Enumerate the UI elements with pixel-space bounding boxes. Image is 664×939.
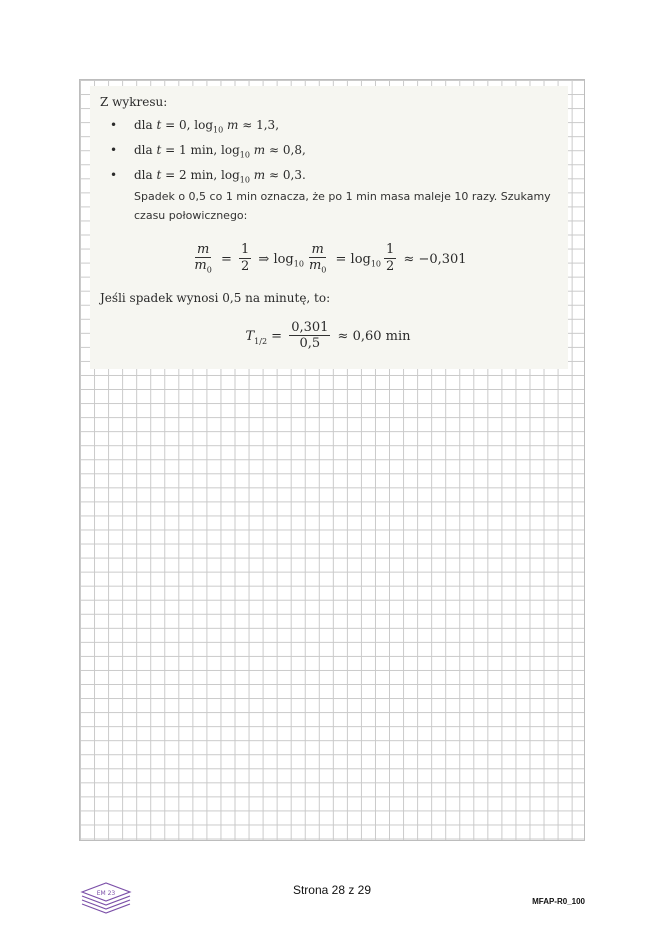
fraction-half-life: $\frac{0,301}{0,5}$ [291, 319, 329, 352]
fraction-m-over-m0: $\frac{m}{m_0}$ [308, 241, 327, 275]
half-life-equation: $T_{1/2}$ = $\frac{0,301}{0,5}$ ≈ 0,60 min [245, 319, 411, 352]
continuation-text: Spadek o 0,5 co 1 min oznacza, że po 1 min masa maleje 10 razy. Szukamy czasu połowicznego: [134, 190, 551, 223]
list-item: • dla t = 0, $\log_{10} m \approx 1,3$, [110, 118, 280, 135]
rate-text: Jeśli spadek wynosi 0,5 na minutę, to: [100, 291, 331, 306]
bullet-icon: • [110, 143, 118, 158]
half-ratio-equation: $\frac{m}{m_0}$ = $\frac{1}{2}$ ⇒ $\log_{10}$ $\frac{m}{m_0}$ = $\log_{10}$ $\frac{1}{2}$ ≈ −0,301 [194, 241, 467, 275]
list-item: • dla t = 2 min, $\log_{10} m \approx 0,3$. [110, 168, 306, 185]
fraction-one-half: $\frac{1}{2}$ [386, 242, 395, 274]
list-item: • dla t = 1 min, $\log_{10} m \approx 0,8$, [110, 143, 306, 160]
svg-text:EM 23: EM 23 [96, 890, 116, 897]
page-number: Strona 28 z 29 [292, 883, 372, 897]
fraction-m-over-m0: $\frac{m}{m_0}$ [194, 241, 212, 275]
intro-text: Z wykresu: [100, 95, 168, 109]
exam-code: MFAP-R0_100 [532, 897, 585, 906]
bullet-icon: • [110, 118, 118, 133]
fraction-one-half: $\frac{1}{2}$ [240, 242, 250, 274]
answer-box [90, 86, 568, 369]
cases-list [100, 117, 556, 186]
bullet-icon: • [110, 168, 118, 183]
